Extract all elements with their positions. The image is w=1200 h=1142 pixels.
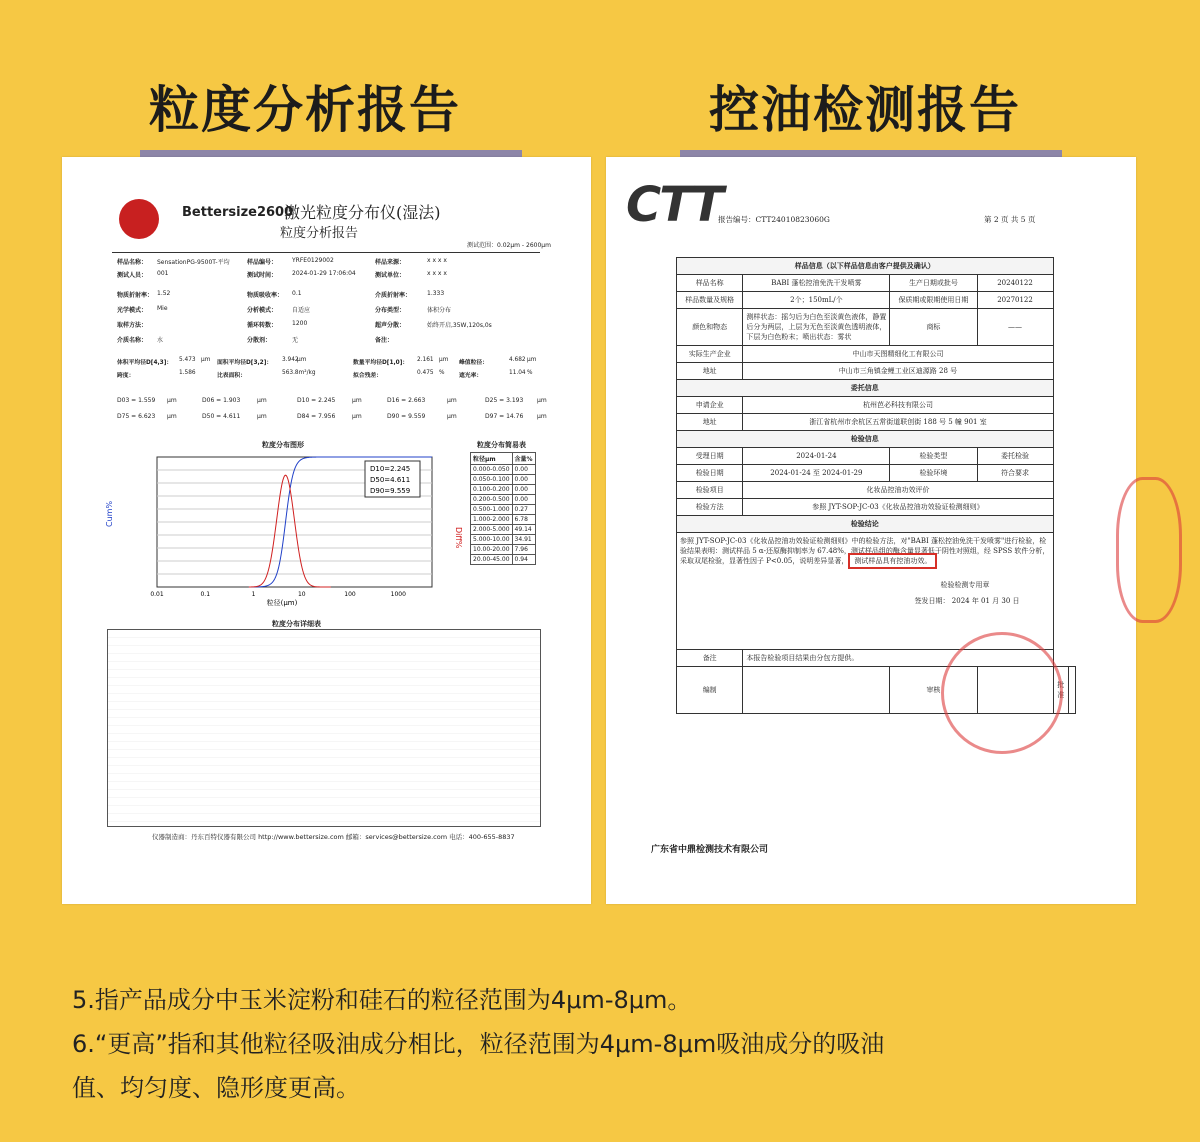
instrument-title: 激光粒度分布仪(湿法) bbox=[284, 203, 441, 222]
info-cell: 1.52 bbox=[157, 290, 171, 297]
info-cell: 遮光率： bbox=[459, 373, 483, 379]
edge-seal bbox=[1116, 477, 1182, 623]
bettersize-logo-icon bbox=[119, 199, 159, 239]
info-cell: 拟合残差： bbox=[353, 373, 382, 379]
report-number: 报告编号：CTT24010823060G bbox=[718, 215, 830, 224]
manufacturer-footer: 仪器制造商：丹东百特仪器有限公司 http://www.bettersize.com 邮箱：services@bettersize.com 电话：400-655-8837 bbox=[152, 833, 515, 841]
info-cell: 5.473 bbox=[179, 357, 196, 363]
info-cell: 物质吸收率： bbox=[247, 292, 284, 299]
right-heading: 控油检测报告 bbox=[709, 81, 1021, 139]
info-cell: μm bbox=[447, 413, 457, 420]
info-cell: μm bbox=[352, 397, 362, 404]
info-cell: 比表面积： bbox=[217, 373, 246, 379]
note-6-line1: 6.“更高”指和其他粒径吸油成分相比，粒径范围为4μm-8μm吸油成分的吸油 bbox=[72, 1030, 885, 1058]
table-row: 颜色和物态 测样状态：摇匀后为白色至淡黄色液体，静置后分为两层，上层为无色至淡黄色透明液体，下层为白色粉末；喷出状态：雾状 商标 —— bbox=[677, 309, 1076, 346]
table-row: 0.200-0.500 0.00 bbox=[471, 495, 536, 505]
table-row: 样品信息（以下样品信息由客户提供及确认） bbox=[677, 258, 1076, 275]
info-cell: D06 = 1.903 bbox=[202, 397, 241, 404]
table-row: 5.000-10.00 34.91 bbox=[471, 535, 536, 545]
info-cell: 分析模式： bbox=[247, 307, 278, 314]
info-cell: 样品来源： bbox=[375, 259, 406, 266]
table-row: 委托信息 bbox=[677, 380, 1076, 397]
sign-date: 签发日期： 2024 年 01 月 30 日 bbox=[914, 597, 1020, 605]
particle-size-chart bbox=[102, 447, 462, 607]
info-cell: 分布类型： bbox=[375, 307, 406, 314]
info-cell: 数量平均径D[1,0]： bbox=[353, 360, 409, 366]
info-cell: 001 bbox=[157, 270, 169, 277]
x-tick-label: 100 bbox=[344, 591, 356, 598]
detail-title: 粒度分布详细表 bbox=[272, 620, 321, 628]
info-cell: 物质折射率： bbox=[117, 292, 154, 299]
conclusion-highlight: 测试样品具有控油功效。 bbox=[848, 553, 937, 569]
legend-entry: D10=2.245 bbox=[370, 465, 411, 473]
table-row: 实际生产企业 中山市天图精细化工有限公司 bbox=[677, 346, 1076, 363]
x-tick-label: 0.01 bbox=[150, 591, 164, 598]
info-cell: 4.682 bbox=[509, 357, 526, 363]
detail-table bbox=[107, 629, 541, 827]
left-heading: 粒度分析报告 bbox=[149, 81, 461, 139]
table-row: 0.050-0.100 0.00 bbox=[471, 475, 536, 485]
info-cell: 测试单位： bbox=[375, 272, 406, 279]
info-cell: 测试人员： bbox=[117, 272, 148, 279]
info-cell: 跨度： bbox=[117, 373, 135, 379]
info-cell: SensationPG-9500T-平均 bbox=[157, 259, 230, 266]
info-cell: 峰值粒径： bbox=[459, 360, 488, 366]
info-cell: D03 = 1.559 bbox=[117, 397, 156, 404]
x-tick-label: 10 bbox=[297, 591, 306, 598]
info-cell: % bbox=[439, 370, 445, 376]
particle-size-report bbox=[62, 157, 591, 904]
x-tick-label: 1000 bbox=[390, 591, 406, 598]
info-cell: 自适应 bbox=[292, 307, 311, 314]
info-cell: D97 = 14.76 bbox=[485, 413, 524, 420]
info-cell: % bbox=[527, 370, 533, 376]
info-cell: μm bbox=[447, 397, 457, 404]
table-row: 地址 中山市三角镇金鲤工业区迪源路 28 号 bbox=[677, 363, 1076, 380]
table-row: 编制 审核 批准 bbox=[677, 667, 1076, 714]
info-cell: 始终开启,35W,120s,0s bbox=[427, 322, 492, 329]
info-cell: 1.333 bbox=[427, 290, 445, 297]
info-cell: 体积平均径D[4,3]： bbox=[117, 360, 173, 366]
info-cell: μm bbox=[297, 357, 307, 363]
info-cell: 3.942 bbox=[282, 357, 299, 363]
instrument-name: Bettersize2600 bbox=[182, 205, 294, 220]
info-cell: 循环转数： bbox=[247, 322, 278, 329]
info-cell: μm bbox=[257, 397, 267, 404]
table-row: 申请企业 杭州芭必科技有限公司 bbox=[677, 397, 1076, 414]
chart-xlabel: 粒径(μm) bbox=[266, 599, 298, 607]
info-cell: 水 bbox=[157, 337, 164, 344]
table-row: 备注 本报告检验项目结果由分包方提供。 bbox=[677, 650, 1076, 667]
legend-entry: D90=9.559 bbox=[370, 487, 411, 495]
table-row: 检验结论 bbox=[677, 516, 1076, 533]
info-cell: 0.1 bbox=[292, 290, 302, 297]
table-row: 检验项目 化妆品控油功效评价 bbox=[677, 482, 1076, 499]
info-cell: x x x x bbox=[427, 257, 447, 264]
info-cell: 取样方法： bbox=[117, 322, 148, 329]
table-row: 20.00-45.00 0.94 bbox=[471, 555, 536, 565]
info-cell: μm bbox=[352, 413, 362, 420]
info-cell: 介质折射率： bbox=[375, 292, 412, 299]
info-cell: 2024-01-29 17:06:04 bbox=[292, 270, 356, 277]
info-cell: x x x x bbox=[427, 270, 447, 277]
table-row: 样品名称 BABI 蓬松控油免洗干发喷雾 生产日期或批号 20240122 bbox=[677, 275, 1076, 292]
info-cell: 1200 bbox=[292, 320, 308, 327]
info-cell: 563.8m²/kg bbox=[282, 370, 316, 376]
table-row: 1.000-2.000 6.78 bbox=[471, 515, 536, 525]
info-cell: μm bbox=[167, 413, 177, 420]
info-cell: 样品名称： bbox=[117, 259, 148, 266]
info-cell: 1.586 bbox=[179, 370, 196, 376]
note-5: 5.指产品成分中玉米淀粉和硅石的粒径范围为4μm-8μm。 bbox=[72, 986, 692, 1014]
info-cell: 11.04 bbox=[509, 370, 526, 376]
summary-title: 粒度分布简易表 bbox=[477, 441, 526, 449]
info-cell: D16 = 2.663 bbox=[387, 397, 426, 404]
info-cell: D75 = 6.623 bbox=[117, 413, 156, 420]
table-row: 地址 浙江省杭州市余杭区五常街道联创街 188 号 5 幢 901 室 bbox=[677, 414, 1076, 431]
info-cell: D25 = 3.193 bbox=[485, 397, 524, 404]
info-cell: 介质名称： bbox=[117, 337, 148, 344]
note-6-line2: 值、均匀度、隐形度更高。 bbox=[72, 1074, 360, 1102]
info-cell: μm bbox=[439, 357, 449, 363]
info-cell: 测试时间： bbox=[247, 272, 278, 279]
diff-axis-label: Diff% bbox=[454, 527, 463, 549]
inspection-seal bbox=[941, 632, 1063, 754]
info-cell: 分散剂： bbox=[247, 337, 272, 344]
table-row: 检验方法 参照 JYT-SOP-JC-03《化妆品控油功效验证检测细则》 bbox=[677, 499, 1076, 516]
report-subtitle: 粒度分析报告 bbox=[280, 226, 359, 241]
info-cell: 样品编号： bbox=[247, 259, 278, 266]
info-cell: μm bbox=[167, 397, 177, 404]
x-tick-label: 1 bbox=[251, 591, 256, 598]
info-cell: 体积分布 bbox=[427, 307, 452, 314]
table-row: 参照 JYT-SOP-JC-03《化妆品控油功效验证检测细则》中的检验方法，对"BABI 蓬松控油免洗干发喷雾"进行检验，检验结果表明：测试样品 5 α-还原酶抑制率为 67.48%，测试样品组的酶含量显著低于阴性对照组，经 SPSS 软件分析，采取双尾检验，显著性因子 P<0.05，说明差异显著， 测试样品具有控油功效。 检验检测专用章 签发日期： 2024 年 01 月 30 日 bbox=[677, 533, 1076, 650]
table-row: 受理日期 2024-01-24 检验类型 委托检验 bbox=[677, 448, 1076, 465]
info-cell: D50 = 4.611 bbox=[202, 413, 241, 420]
info-cell: μm bbox=[201, 357, 211, 363]
page-number: 第 2 页 共 5 页 bbox=[984, 215, 1036, 224]
info-cell: 超声分散： bbox=[375, 322, 406, 329]
divider bbox=[112, 252, 540, 253]
info-cell: 面积平均径D[3,2]： bbox=[217, 360, 273, 366]
info-cell: 备注： bbox=[375, 337, 394, 344]
info-cell: 0.475 bbox=[417, 370, 434, 376]
info-cell: μm bbox=[257, 413, 267, 420]
table-row: 检验信息 bbox=[677, 431, 1076, 448]
table-row: 检验日期 2024-01-24 至 2024-01-29 检验环境 符合要求 bbox=[677, 465, 1076, 482]
info-cell: Mie bbox=[157, 305, 168, 312]
ctt-logo: CTT bbox=[626, 177, 722, 233]
oil-control-report bbox=[606, 157, 1136, 904]
table-row: 0.500-1.000 0.27 bbox=[471, 505, 536, 515]
legend-entry: D50=4.611 bbox=[370, 476, 411, 484]
info-cell: 2.161 bbox=[417, 357, 434, 363]
table-row: 样品数量及规格 2个；150mL/个 保质期或限期使用日期 20270122 bbox=[677, 292, 1076, 309]
info-cell: D84 = 7.956 bbox=[297, 413, 336, 420]
cum-axis-label: Cum% bbox=[105, 500, 114, 527]
info-cell: D90 = 9.559 bbox=[387, 413, 426, 420]
stamp-label: 检验检测专用章 bbox=[940, 581, 990, 589]
info-cell: D10 = 2.245 bbox=[297, 397, 336, 404]
table-row: 2.000-5.000 49.14 bbox=[471, 525, 536, 535]
test-range: 测试范围：0.02μm - 2600μm bbox=[467, 242, 551, 249]
info-cell: YRFE0129002 bbox=[292, 257, 334, 264]
company-name: 广东省中鼎检测技术有限公司 bbox=[651, 845, 769, 855]
chart-title: 粒度分布图形 bbox=[262, 441, 304, 449]
info-cell: 无 bbox=[292, 337, 299, 344]
info-cell: μm bbox=[537, 397, 547, 404]
info-cell: μm bbox=[537, 413, 547, 420]
info-cell: 光学模式： bbox=[117, 307, 148, 314]
table-row: 0.000-0.050 0.00 bbox=[471, 465, 536, 475]
info-cell: μm bbox=[527, 357, 537, 363]
table-row: 0.100-0.200 0.00 bbox=[471, 485, 536, 495]
table-row: 10.00-20.00 7.96 bbox=[471, 545, 536, 555]
x-tick-label: 0.1 bbox=[200, 591, 211, 598]
summary-table: 粒径μm 含量% 0.000-0.050 0.00 0.050-0.100 0.00 0.100-0.200 0.00 0.200-0.500 0.00 0.500-1.000 0.27 1.000-2.000 6.78 2.000-5.000 49.14 5.000-10.00 34.91 10.00-20.00 7.96 20.00-45.00 0.94 bbox=[470, 452, 536, 565]
